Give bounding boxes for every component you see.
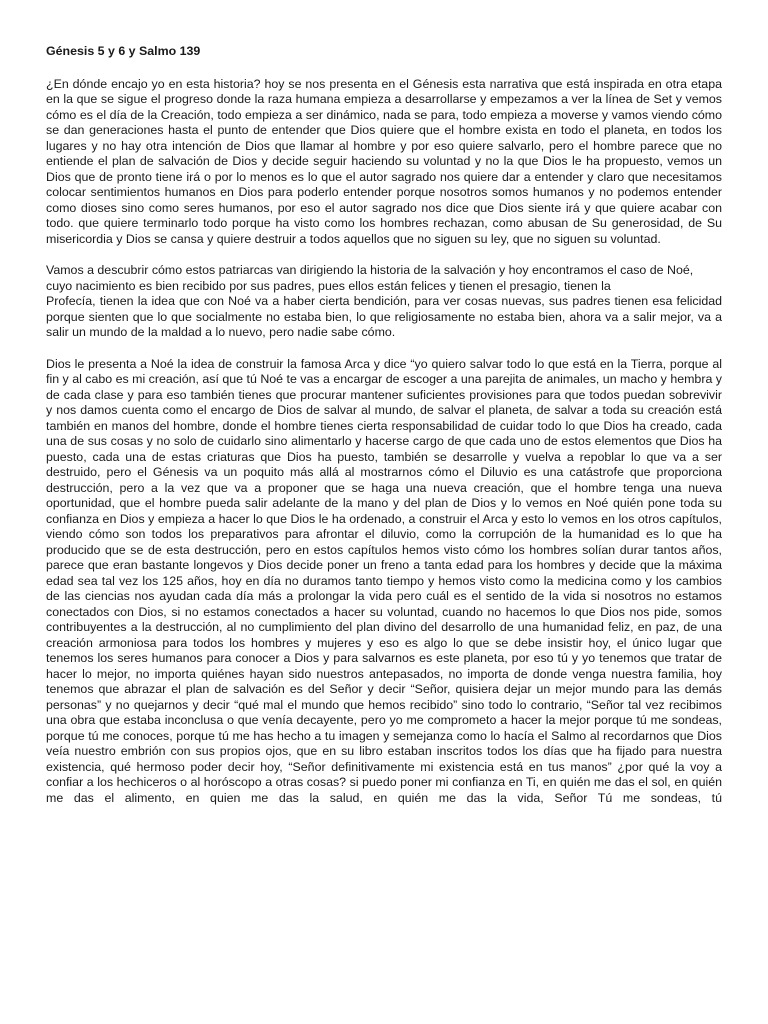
- paragraph-1: ¿En dónde encajo yo en esta historia? hoy se nos presenta en el Génesis esta narrativa que está inspirada en otra etapa en la que se sigue el progreso donde la raza humana empieza a desarrollarse y empezamos a ver la línea de Set y vemos cómo es el día de la Creación, todo empieza a ser dinámico, nada se para, todo empieza a moverse y vamos viendo cómo se dan generaciones hasta el punto de entender que Dios quiere que el hombre exista en todo el planeta, en todos los lugares y no hay otra intención de Dios que llamar al hombre y por eso quiere salvarlo, pero el hombre parece que no entiende el plan de salvación de Dios y decide seguir haciendo su voluntad y no la que Dios le ha propuesto, vemos un Dios que de pronto tiene irá o por lo menos es lo que el autor sagrado nos quiere dar a entender y claro que necesitamos colocar sentimientos humanos en Dios para poderlo entender porque nosotros somos humanos y no podemos entender como dioses sino como seres humanos, por eso el autor sagrado nos dice que Dios siente irá y que quiere acabar con todo. que quiere terminarlo todo porque ha visto como los hombres rechazan, como abusan de Su generosidad, de Su misericordia y Dios se cansa y quiere destruir a todos aquellos que no siguen su ley, que no siguen su voluntad.: [46, 76, 722, 246]
- paragraph-3: Profecía, tienen la idea que con Noé va a haber cierta bendición, para ver cosas nuevas, sus padres tienen esa felicidad porque sienten que lo que socialmente no estaba bien, lo que religiosamente no estaba bien, ahora va a salir mejor, va a salir un mundo de la maldad a lo nuevo, pero nadie sabe cómo.: [46, 294, 722, 339]
- paragraph-4: Dios le presenta a Noé la idea de construir la famosa Arca y dice “yo quiero salvar todo lo que está en la Tierra, porque al fin y al cabo es mi creación, así que tú Noé te vas a encargar de escoger a una parejita de animales, un macho y hembra y de cada clase y para eso también tienes que procurar mantener suficientes provisiones para que todos puedan sobrevivir y nos damos cuenta como el encargo de Dios de salvar al mundo, de salvar el planeta, de salvar a toda su creación está también en manos del hombre, donde el hombre tienes cierta responsabilidad de cuidar todo lo que Dios ha creado, cada una de sus cosas y no solo de cuidarlo sino alimentarlo y hacerse cargo de que cada uno de estos elementos que Dios ha puesto, cada una de estas criaturas que Dios ha puesto, también se desarrolle y vuelva a repoblar lo que va a ser destruido, pero el Génesis va un poquito más allá al mostrarnos cómo el Diluvio es una catástrofe que proporciona destrucción, pero a la vez que va a proponer que se haga una nueva creación, que el hombre tenga una nueva oportunidad, que el hombre pueda salir adelante de la mano y del plan de Dios y lo vemos en Noé quién pone toda su confianza en Dios y empieza a hacer lo que Dios le ha ordenado, a construir el Arca y esto lo vemos en los otros capítulos, viendo cómo son todos los preparativos para afrontar el diluvio, como la corrupción de la humanidad es lo que ha producido que se de esta destrucción, pero en estos capítulos hemos visto cómo los hombres solían durar tantos años, parece que eran bastante longevos y Dios decide poner un freno a tanta edad para los hombres y decide que la máxima edad sea tal vez los 125 años, hoy en día no duramos tanto tiempo y hemos visto como la medicina como y los cambios de las ciencias nos ayudan cada día más a prolongar la vida pero cuál es el sentido de la vida si nosotros no estamos conectados con Dios, si no estamos conectados a hacer su voluntad, cuando no hacemos lo que Dios nos pide, somos contribuyentes a la destrucción, al no cumplimiento del plan divino del desarrollo de una humanidad feliz, en paz, de una creación armoniosa para todos los hombres y mujeres y eso es algo lo que se debe insistir hoy, el único lugar que tenemos los seres humanos para conocer a Dios y para salvarnos es este planeta, por eso tú y yo tenemos que tratar de hacer lo mejor, no importa quiénes hayan sido nuestros antepasados, no importa de donde venga nuestra familia, hoy tenemos que abrazar el plan de salvación es del Señor y decir “Señor, quisiera dejar un mejor mundo para las demás personas” y no quejarnos y decir “qué mal el mundo que hemos recibido” sino todo lo contrario, “Señor tal vez recibimos una obra que estaba inconclusa o que venía decayente, pero yo me comprometo a hacer la mejor porque tú me sondeas, porque tú me conoces, porque tú me has hecho a tu imagen y semejanza como lo hacía el Salmo al recordarnos que Dios veía nuestro embrión con sus propios ojos, que en su libro estaban inscritos todos los días que ha fijado para nuestra existencia, qué hermoso poder decir hoy, “Señor definitivamente mi existencia está en tus manos” ¿por qué la voy a confiar a los hechiceros o al horóscopo a otras cosas? si puedo poner mi confianza en Ti, en quién me das el sol, en quién me das el alimento, en quien me das la salud, en quién me das la vida, Señor Tú me sondeas, tú: [46, 356, 722, 805]
- document-body: [46, 44, 722, 822]
- document-title: Génesis 5 y 6 y Salmo 139: [46, 44, 201, 58]
- paragraph-2: Vamos a descubrir cómo estos patriarcas van dirigiendo la historia de la salvación y hoy encontramos el caso de Noé, cuyo nacimiento es bien recibido por sus padres, pues ellos están felices y tienen el presagio, tienen la: [46, 263, 694, 293]
